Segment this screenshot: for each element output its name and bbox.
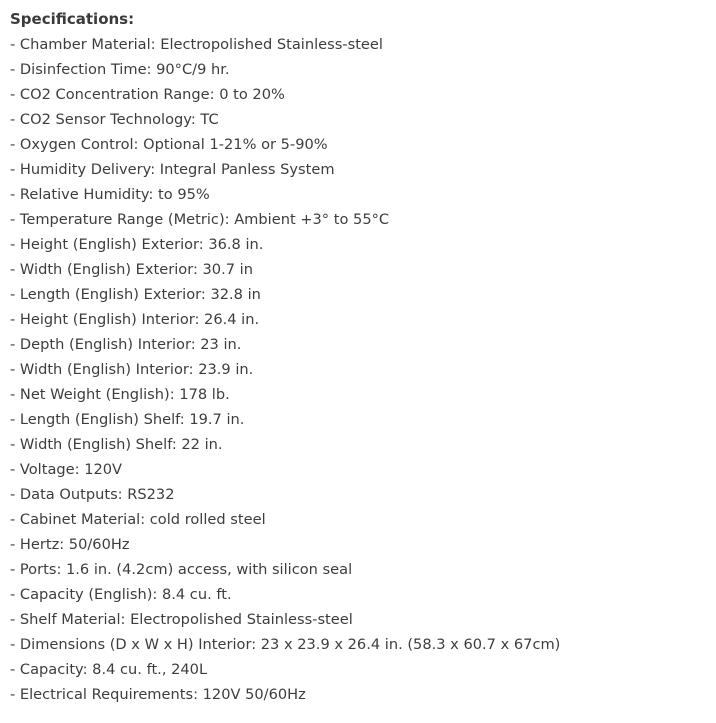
spec-item-ports: - Ports: 1.6 in. (4.2cm) access, with silicon seal bbox=[10, 561, 353, 578]
spec-item-net-weight: - Net Weight (English): 178 lb. bbox=[10, 386, 230, 403]
spec-item-height-exterior: - Height (English) Exterior: 36.8 in. bbox=[10, 236, 264, 253]
spec-item-capacity: - Capacity: 8.4 cu. ft., 240L bbox=[10, 661, 208, 678]
spec-item-co2-sensor-technology: - CO2 Sensor Technology: TC bbox=[10, 111, 219, 128]
spec-item-length-shelf: - Length (English) Shelf: 19.7 in. bbox=[10, 411, 245, 428]
spec-item-depth-interior: - Depth (English) Interior: 23 in. bbox=[10, 336, 242, 353]
spec-item-co2-concentration-range: - CO2 Concentration Range: 0 to 20% bbox=[10, 86, 285, 103]
spec-item-chamber-material: - Chamber Material: Electropolished Stainless-steel bbox=[10, 36, 383, 53]
spec-item-electrical-requirements: - Electrical Requirements: 120V 50/60Hz bbox=[10, 686, 306, 703]
spec-item-cabinet-material: - Cabinet Material: cold rolled steel bbox=[10, 511, 266, 528]
spec-item-height-interior: - Height (English) Interior: 26.4 in. bbox=[10, 311, 260, 328]
spec-item-dimensions-interior: - Dimensions (D x W x H) Interior: 23 x 23.9 x 26.4 in. (58.3 x 60.7 x 67cm) bbox=[10, 636, 561, 653]
spec-item-voltage: - Voltage: 120V bbox=[10, 461, 123, 478]
spec-item-hertz: - Hertz: 50/60Hz bbox=[10, 536, 130, 553]
spec-item-oxygen-control: - Oxygen Control: Optional 1-21% or 5-90% bbox=[10, 136, 328, 153]
spec-item-length-exterior: - Length (English) Exterior: 32.8 in bbox=[10, 286, 261, 303]
specifications-list bbox=[10, 32, 716, 707]
spec-item-relative-humidity: - Relative Humidity: to 95% bbox=[10, 186, 210, 203]
spec-item-width-shelf: - Width (English) Shelf: 22 in. bbox=[10, 436, 223, 453]
spec-item-width-interior: - Width (English) Interior: 23.9 in. bbox=[10, 361, 254, 378]
spec-item-temperature-range: - Temperature Range (Metric): Ambient +3° to 55°C bbox=[10, 211, 390, 228]
spec-item-shelf-material: - Shelf Material: Electropolished Stainless-steel bbox=[10, 611, 353, 628]
spec-item-width-exterior: - Width (English) Exterior: 30.7 in bbox=[10, 261, 253, 278]
specifications-heading: Specifications: bbox=[10, 10, 135, 28]
spec-item-humidity-delivery: - Humidity Delivery: Integral Panless System bbox=[10, 161, 335, 178]
spec-item-data-outputs: - Data Outputs: RS232 bbox=[10, 486, 175, 503]
spec-item-disinfection-time: - Disinfection Time: 90°C/9 hr. bbox=[10, 61, 230, 78]
spec-item-capacity-english: - Capacity (English): 8.4 cu. ft. bbox=[10, 586, 232, 603]
